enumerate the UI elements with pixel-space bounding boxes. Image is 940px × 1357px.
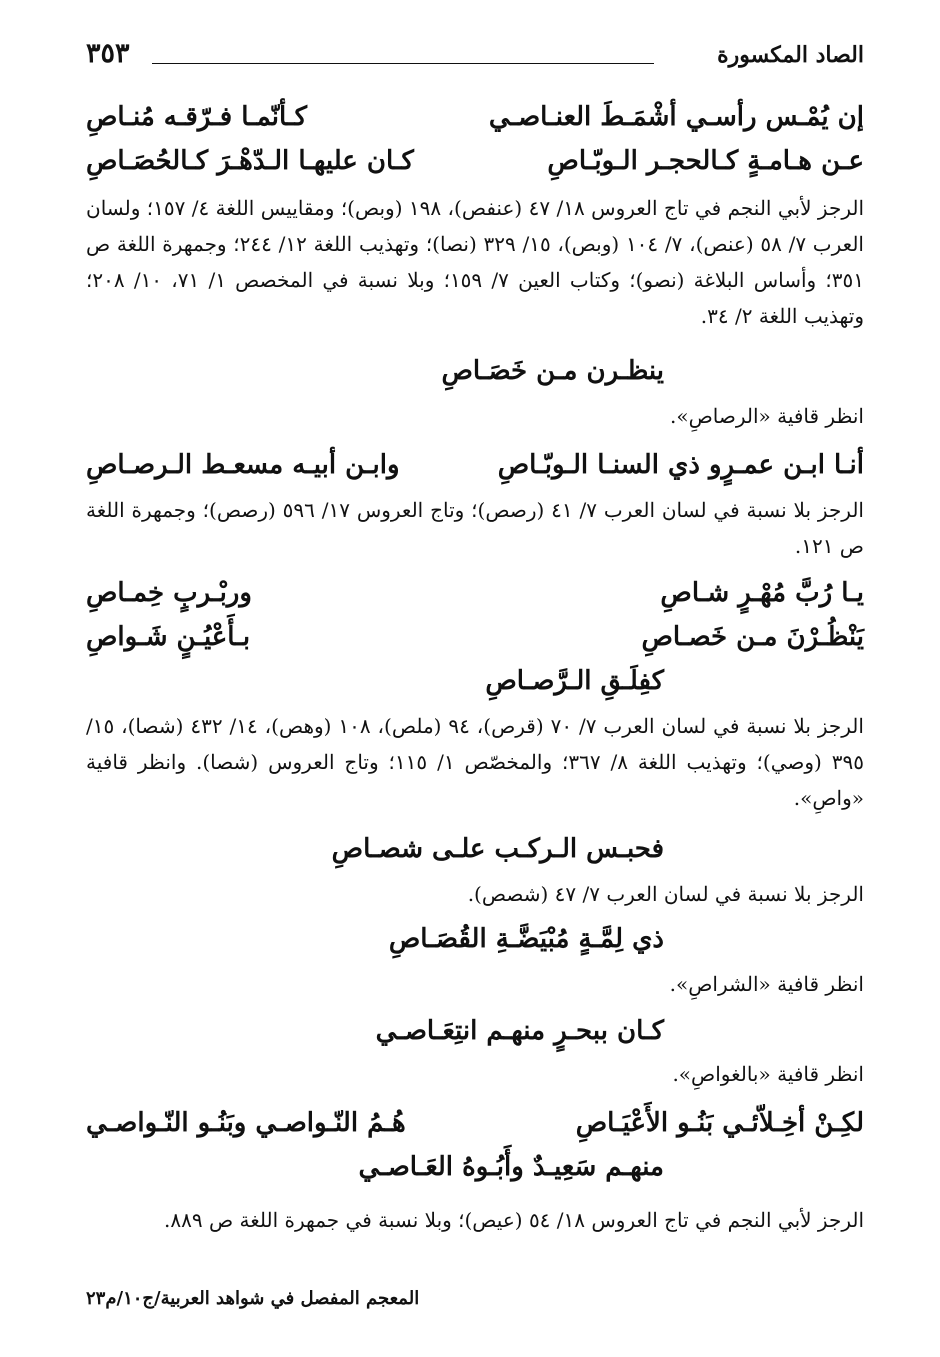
verse-single: ينظـرن مـن خَصَـاصِ [441, 356, 664, 386]
header-rule [152, 63, 654, 64]
verse-block [86, 356, 864, 400]
verse-line [86, 1016, 864, 1060]
source-citation: الرجز لأبي النجم في تاج العروس ١٨/ ٥٤ (عيص)؛ وبلا نسبة في جمهرة اللغة ص ٨٨٩. [164, 1208, 864, 1232]
verse-first-hemistich: لكِـنْ أخِـلاّئـي بَنُـو الأَعْيَـاصِ [575, 1108, 864, 1138]
verse-second-hemistich: وربْـربٍ خِمـاصِ [86, 578, 252, 608]
verse-second-hemistich: هُـمُ النّـواصـي وبَنُـو النّـواصـي [86, 1108, 406, 1138]
source-citation: الرجز بلا نسبة في لسان العرب ٧/ ٧٠ (قرص)، ٩٤ (ملص)، ١٠٨ (وهص)، ١٤/ ٤٣٢ (شصا)، ١٥/ ٣٩٥ (وصي)؛ وتهذيب اللغة ٨/ ٣٦٧؛ والمخصّص ١/ ١١٥؛ وتاج العروس (شصا). وانظر قافية «واصِ». [86, 714, 864, 810]
verse-block [86, 450, 864, 494]
verse-second-hemistich: وابـن أبيـه مسعـط الـرصـاصِ [86, 450, 400, 480]
verse-line [86, 1108, 864, 1152]
rhyme-note: انظر قافية «بالغواصِ». [672, 1062, 864, 1086]
verse-second-hemistich: بـأَعْيُـنٍ شَـواصِ [86, 622, 251, 652]
verse-line [86, 450, 864, 494]
page-footer [86, 1288, 864, 1318]
verse-line [86, 666, 864, 710]
verse-block [86, 1108, 864, 1196]
verse-line [86, 356, 864, 400]
verse-first-hemistich: عـن هـامـةٍ كـالحجـر الـوبّـاصِ [547, 146, 864, 176]
verse-single: ذي لِمَّـةٍ مُبْيَضَّـةِ القُصَـاصِ [388, 924, 664, 954]
source-citation: الرجز بلا نسبة في لسان العرب ٧/ ٤٧ (شصص). [467, 882, 864, 906]
rhyme-note: انظر قافية «الرصاصِ». [669, 404, 864, 428]
verse-line [86, 102, 864, 146]
verse-single: فحبـس الـركـب علـى شصـاصِ [331, 834, 664, 864]
verse-block [86, 924, 864, 968]
footer-signature: المعجم المفصل في شواهد العربية/ج١٠/م٢٣ [86, 1288, 420, 1309]
verse-second-hemistich: كـأنّمـا فـرّقـه مُنـاصِ [86, 102, 307, 132]
rhyme-note: انظر قافية «الشراصِ». [669, 972, 864, 996]
verse-single: كفِلَـقِ الـرَّصـاصِ [485, 666, 664, 696]
verse-line [86, 622, 864, 666]
verse-block [86, 1016, 864, 1060]
verse-line [86, 146, 864, 190]
verse-line [86, 578, 864, 622]
verse-block [86, 834, 864, 878]
verse-line [86, 834, 864, 878]
verse-line [86, 1152, 864, 1196]
verse-block [86, 578, 864, 710]
verse-first-hemistich: إن يُمْـس رأسـي أشْمَـطَ العنـاصـي [488, 102, 864, 132]
verse-line [86, 924, 864, 968]
running-title: الصاد المكسورة [717, 42, 864, 68]
verse-first-hemistich: أنـا ابـن عمـرٍو ذي السنـا الـوبّـاصِ [497, 450, 864, 480]
verse-first-hemistich: يـا رُبَّ مُهْـرٍ شـاصِ [660, 578, 864, 608]
verse-single: كـان ببحـرٍ منهـم انتِعَـاصـي [375, 1016, 664, 1046]
source-citation: الرجز بلا نسبة في لسان العرب ٧/ ٤١ (رصص)؛ وتاج العروس ١٧/ ٥٩٦ (رصص)؛ وجمهرة اللغة ص ١٢١. [86, 498, 864, 558]
verse-first-hemistich: يَنْظُـرْنَ مـن خَصـاصِ [641, 622, 864, 652]
page-header [86, 40, 864, 80]
source-citation: الرجز لأبي النجم في تاج العروس ١٨/ ٤٧ (عنفص)، ١٩٨ (وبص)؛ ومقاييس اللغة ٤/ ١٥٧؛ ولسان العرب ٧/ ٥٨ (عنص)، ٧/ ١٠٤ (وبص)، ١٥/ ٣٢٩ (نصا)؛ وتهذيب اللغة ١٢/ ٢٤٤؛ وجمهرة اللغة ص ٣٥١؛ وأساس البلاغة (نصو)؛ وكتاب العين ٧/ ١٥٩؛ وبلا نسبة في المخصص ١/ ٧١، ١٠/ ٢٠٨؛ وتهذيب اللغة ٢/ ٣٤. [86, 196, 865, 328]
page-number: ٣٥٣ [86, 38, 130, 69]
verse-block [86, 102, 864, 190]
verse-second-hemistich: كـان عليهـا الـدّهْـرَ كـالحُصَـاصِ [86, 146, 414, 176]
verse-single: منهـم سَعِيـدٌ وأَبُـوهُ العَـاصـي [358, 1152, 664, 1182]
